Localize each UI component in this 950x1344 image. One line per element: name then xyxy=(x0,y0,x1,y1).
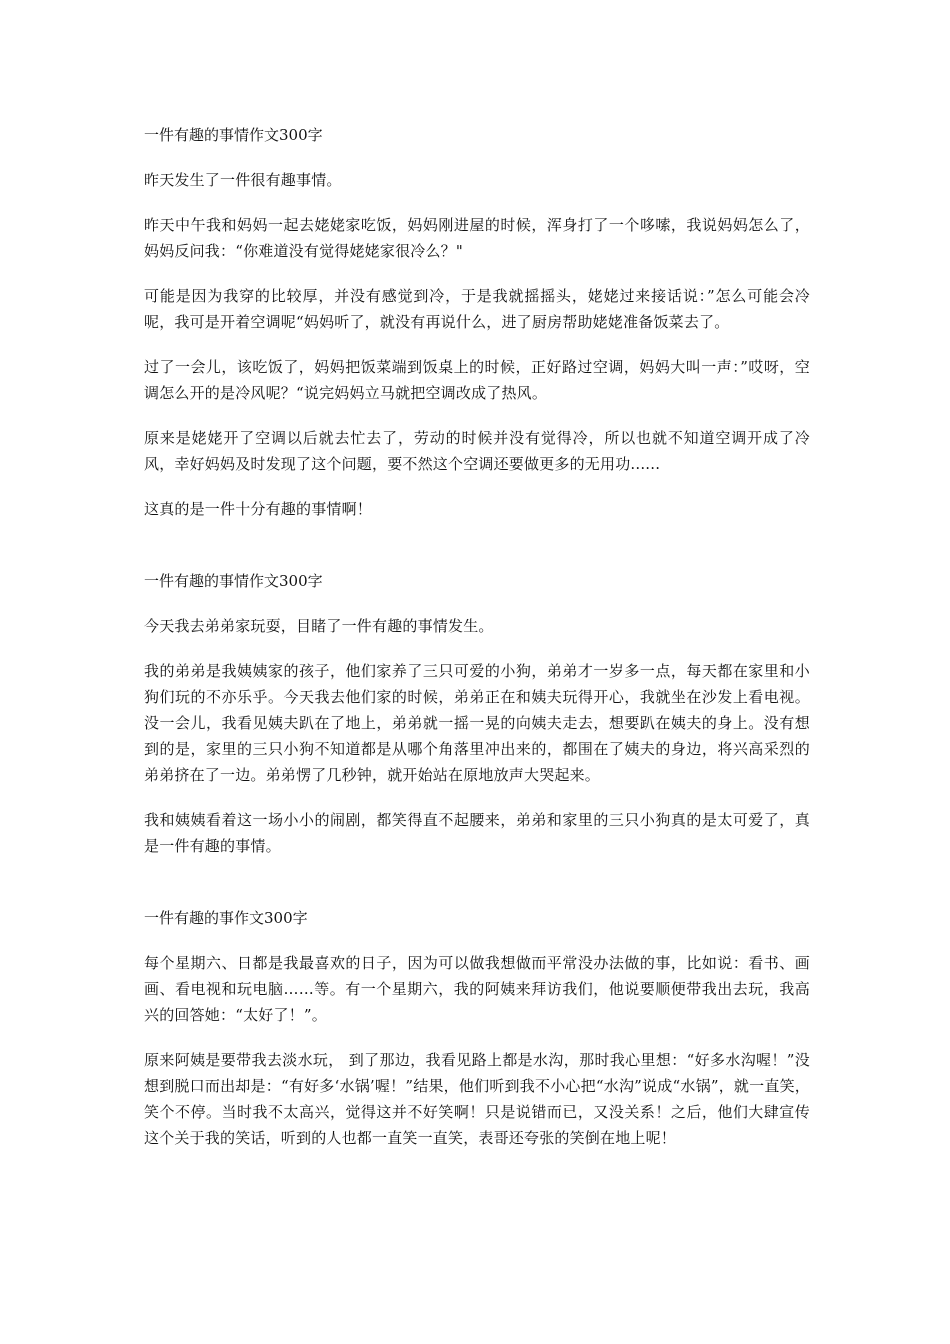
paragraph: 这真的是一件十分有趣的事情啊！ xyxy=(144,500,373,518)
paragraph: 过了一会儿，该吃饭了，妈妈把饭菜端到饭桌上的时候，正好路过空调，妈妈大叫一声：”哎呀，空调怎么开的是冷风呢？“说完妈妈立马就把空调改成了热风。 xyxy=(144,358,810,402)
essay-title: 一件有趣的事作文300字 xyxy=(144,909,308,927)
paragraph: 每个星期六、日都是我最喜欢的日子，因为可以做我想做而平常没办法做的事，比如说：看书、画画、看电视和玩电脑……等。有一个星期六，我的阿姨来拜访我们，他说要顺便带我出去玩，我高兴的回答她：“太好了！”。 xyxy=(144,954,810,1024)
essay-title: 一件有趣的事情作文300字 xyxy=(144,572,323,590)
paragraph: 昨天中午我和妈妈一起去姥姥家吃饭，妈妈刚进屋的时候，浑身打了一个哆嗦，我说妈妈怎么了，妈妈反问我：“你难道没有觉得姥姥家很冷么？" xyxy=(144,216,810,260)
paragraph: 我和姨姨看着这一场小小的闹剧，都笑得直不起腰来，弟弟和家里的三只小狗真的是太可爱了，真是一件有趣的事情。 xyxy=(144,811,810,855)
paragraph: 今天我去弟弟家玩耍，目睹了一件有趣的事情发生。 xyxy=(144,617,494,635)
essay-1 xyxy=(144,122,810,522)
paragraph: 我的弟弟是我姨姨家的孩子，他们家养了三只可爱的小狗，弟弟才一岁多一点，每天都在家里和小狗们玩的不亦乐乎。今天我去他们家的时候，弟弟正在和姨夫玩得开心，我就坐在沙发上看电视。没一会儿，我看见姨夫趴在了地上，弟弟就一摇一晃的向姨夫走去，想要趴在姨夫的身上。没有想到的是，家里的三只小狗不知道都是从哪个角落里冲出来的，都围在了姨夫的身边，将兴高采烈的弟弟挤在了一边。弟弟愣了几秒钟，就开始站在原地放声大哭起来。 xyxy=(144,662,810,784)
paragraph: 可能是因为我穿的比较厚，并没有感觉到冷，于是我就摇摇头，姥姥过来接话说：”怎么可能会冷呢，我可是开着空调呢“妈妈听了，就没有再说什么，进了厨房帮助姥姥准备饭菜去了。 xyxy=(144,287,810,331)
paragraph: 原来阿姨是要带我去淡水玩， 到了那边，我看见路上都是水沟，那时我心里想：“好多水沟喔！”没想到脱口而出却是：“有好多‘水锅’喔！”结果，他们听到我不小心把“水沟”说成“水锅”，就一直笑，笑个不停。当时我不太高兴，觉得这并不好笑啊！只是说错而已，又没关系！之后，他们大肆宣传这个关于我的笑话，听到的人也都一直笑一直笑，表哥还夸张的笑倒在地上呢！ xyxy=(144,1051,810,1147)
essay-3 xyxy=(144,905,810,1151)
paragraph: 昨天发生了一件很有趣事情。 xyxy=(144,171,342,189)
document-body xyxy=(144,122,810,1151)
paragraph: 原来是姥姥开了空调以后就去忙去了，劳动的时候并没有觉得冷，所以也就不知道空调开成了冷风，幸好妈妈及时发现了这个问题，要不然这个空调还要做更多的无用功...... xyxy=(144,429,810,473)
essay-title: 一件有趣的事情作文300字 xyxy=(144,126,323,144)
essay-2 xyxy=(144,568,810,859)
